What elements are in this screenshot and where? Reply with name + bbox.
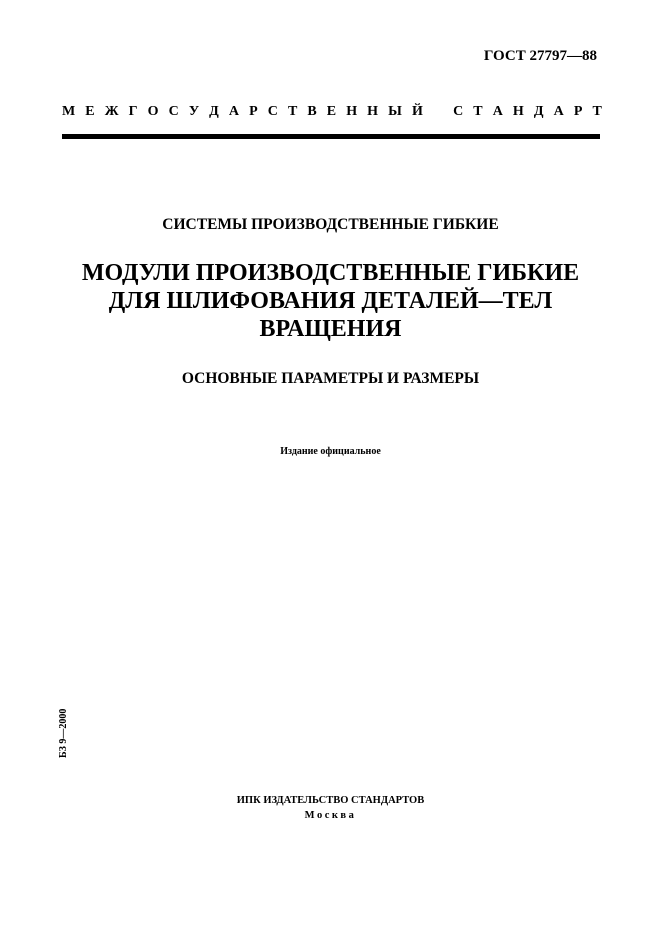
standard-type-letter: У xyxy=(188,104,200,119)
standard-type-letter: Т xyxy=(287,104,298,119)
standard-type-letter: О xyxy=(147,104,159,119)
standard-type-letter: Ж xyxy=(104,104,119,119)
standard-type-letter: Р xyxy=(249,104,258,119)
header-rule xyxy=(62,134,600,139)
standard-type-letter: Ы xyxy=(388,104,402,119)
standard-type-letter: Д xyxy=(533,104,544,119)
main-title xyxy=(0,259,661,343)
standard-type-letter: Е xyxy=(326,104,337,119)
main-title-line: ВРАЩЕНИЯ xyxy=(259,316,402,342)
standard-type-letter: Е xyxy=(85,104,95,119)
standard-type-letter: Й xyxy=(411,104,423,119)
standard-type-letter: Г xyxy=(128,104,138,119)
standard-type-letter: Р xyxy=(573,104,583,119)
standard-type-letter: В xyxy=(307,104,317,119)
subtitle: ОСНОВНЫЕ ПАРАМЕТРЫ И РАЗМЕРЫ xyxy=(181,370,480,387)
side-code: БЗ 9—2000 xyxy=(58,708,69,758)
publisher: ИПК ИЗДАТЕЛЬСТВО СТАНДАРТОВ xyxy=(236,795,425,806)
standard-type-letter: Н xyxy=(367,104,379,119)
standard-type-letter: С xyxy=(168,104,179,119)
standard-type-letter: Т xyxy=(473,104,483,119)
standard-type-letter: С xyxy=(453,104,464,119)
main-title-line: МОДУЛИ ПРОИЗВОДСТВЕННЫЕ ГИБКИЕ xyxy=(81,260,580,286)
system-title: СИСТЕМЫ ПРОИЗВОДСТВЕННЫЕ ГИБКИЕ xyxy=(162,216,499,233)
document-number: ГОСТ 27797—88 xyxy=(483,48,597,64)
standard-type-heading xyxy=(62,104,602,120)
standard-type-letter: Д xyxy=(209,104,219,119)
city: Москва xyxy=(304,810,357,821)
standard-type-letter: Н xyxy=(346,104,358,119)
standard-type-letter: А xyxy=(492,104,503,119)
standard-type-letter: Т xyxy=(592,104,602,119)
main-title-line: ДЛЯ ШЛИФОВАНИЯ ДЕТАЛЕЙ—ТЕЛ xyxy=(108,288,553,314)
standard-type-letter: М xyxy=(62,104,76,119)
standard-type-letter: А xyxy=(553,104,564,119)
standard-type-letter: А xyxy=(228,104,240,119)
standard-type-letter: Н xyxy=(512,104,524,119)
edition-label: Издание официальное xyxy=(280,446,381,457)
standard-type-letter: С xyxy=(267,104,278,119)
